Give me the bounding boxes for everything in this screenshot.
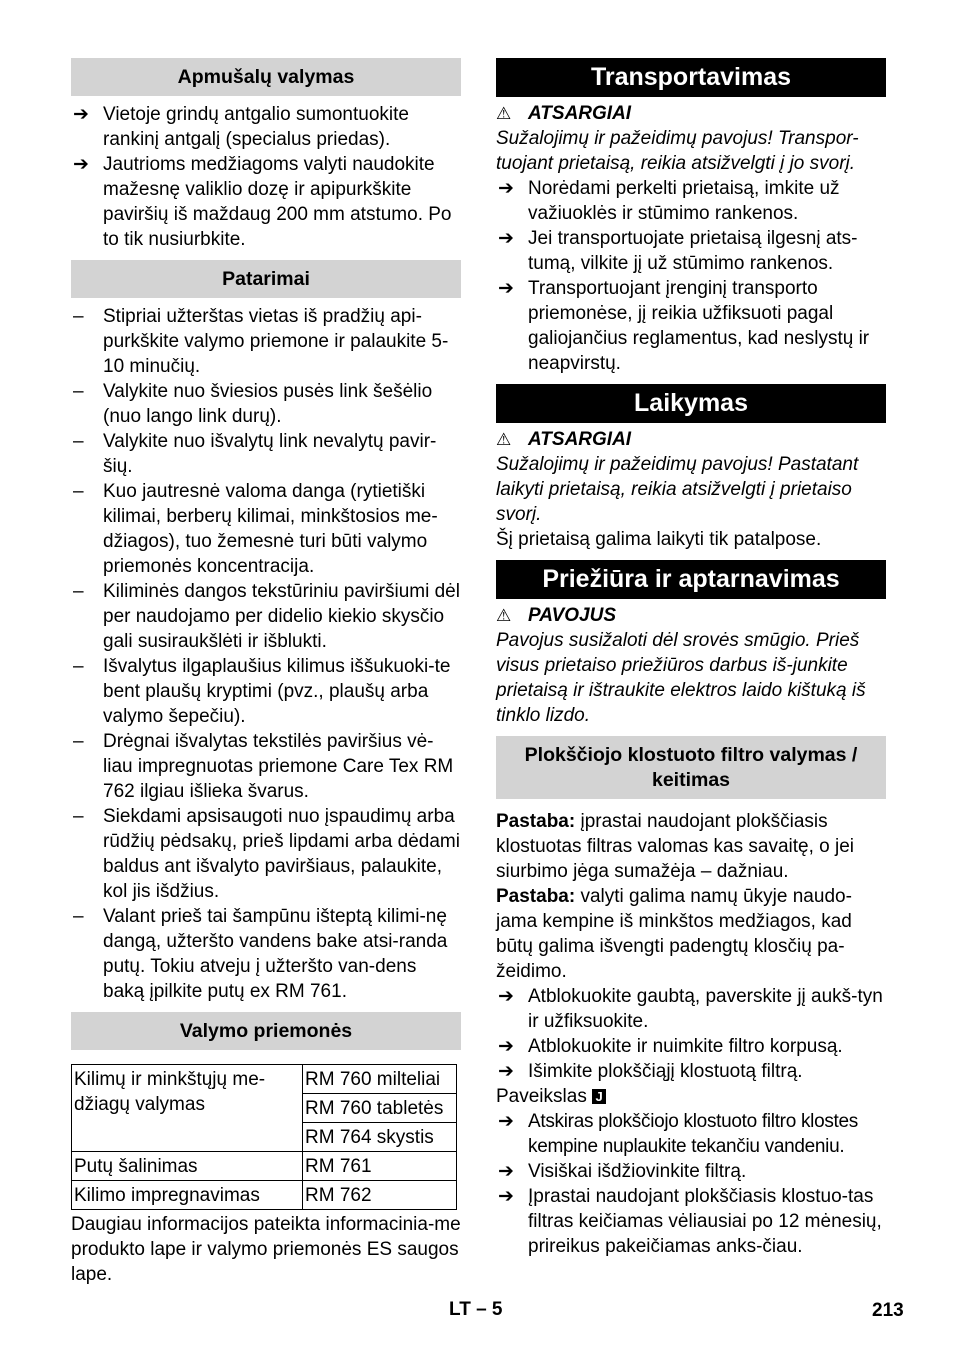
- filter-steps: [496, 984, 886, 1084]
- arrow-icon: ➔: [73, 154, 89, 175]
- list-item: – Drėgnai išvalytas tekstilės paviršius vė-liau impregnuotas priemone Care Tex RM 762 ilgiau išlieka švarus.: [73, 731, 454, 802]
- upholstery-steps: [71, 102, 461, 252]
- dash-bullet: –: [73, 581, 84, 602]
- arrow-icon: ➔: [498, 278, 514, 299]
- warning-text: Sužalojimų ir pažeidimų pavojus! Transpor-tuojant prietaisą, reikia atsižvelgti į jo svorį.: [496, 128, 859, 174]
- table-cell: RM 760 milteliai: [303, 1065, 457, 1094]
- figure-reference: Paveikslas J: [496, 1084, 886, 1109]
- list-item: ➔ Vietoje grindų antgalio sumontuokite rankinį antgalį (specialus priedas).: [73, 104, 409, 150]
- dash-bullet: –: [73, 381, 84, 402]
- arrow-icon: ➔: [498, 228, 514, 249]
- list-item: ➔ Atblokuokite ir nuimkite filtro korpusą.: [498, 1036, 843, 1057]
- arrow-icon: ➔: [498, 1111, 514, 1132]
- table-cell: Kilimo impregnavimas: [72, 1181, 303, 1210]
- arrow-icon: ➔: [498, 1186, 514, 1207]
- dash-bullet: –: [73, 906, 84, 927]
- dash-bullet: –: [73, 306, 84, 327]
- arrow-icon: ➔: [73, 104, 89, 125]
- arrow-icon: ➔: [498, 986, 514, 1007]
- table-cell: RM 760 tabletės: [303, 1094, 457, 1123]
- list-item: ➔ Visiškai išdžiovinkite filtrą.: [498, 1161, 747, 1182]
- more-info-text: Daugiau informacijos pateikta informacinia-me produkto lape ir valymo priemonės ES saugos lape.: [71, 1214, 461, 1285]
- list-item: ➔ Norėdami perkelti prietaisą, imkite už važiuoklės ir stūmimo rankenos.: [498, 178, 840, 224]
- section-heading-detergents: Valymo priemonės: [71, 1012, 461, 1050]
- section-heading-filter: Plokščiojo klostuoto filtro valymas / keitimas: [496, 736, 886, 799]
- warning-label: ⚠ ATSARGIAI: [496, 429, 632, 450]
- list-item: – Kuo jautresnė valoma danga (rytietiški kilimai, berberų kilimai, minkštosios me-džiagos), tuo žemesnė turi būti valymo priemonės koncentracija.: [73, 481, 438, 577]
- list-item: – Valant prieš tai šampūnu išteptą kilimi-nę dangą, užteršto vandens bake atsi-randa putų. Tokiu atveju į užteršto van-dens baką įpilkite putų ex RM 761.: [73, 906, 448, 1002]
- danger-text: Pavojus susižaloti dėl srovės smūgio. Prieš visus prietaiso priežiūros darbus iš-junkite prietaisą ir ištraukite elektros laido kištuką iš tinklo lizdo.: [496, 630, 866, 726]
- section-heading-care: Priežiūra ir aptarnavimas: [496, 560, 886, 599]
- list-item: ➔ Atblokuokite gaubtą, paverskite jį aukš-tyn ir užfiksuokite.: [498, 986, 883, 1032]
- danger-label: ⚠ PAVOJUS: [496, 605, 616, 626]
- tips-list: [71, 304, 461, 1004]
- section-heading-transport: Transportavimas: [496, 58, 886, 97]
- list-item: – Stipriai užterštas vietas iš pradžių api-purkškite valymo priemone ir palaukite 5-10 minučių.: [73, 306, 449, 377]
- warning-icon: ⚠: [496, 104, 512, 123]
- table-cell: RM 762: [303, 1181, 457, 1210]
- dash-bullet: –: [73, 806, 84, 827]
- section-heading-storage: Laikymas: [496, 384, 886, 423]
- note-paragraph: Pastaba: įprastai naudojant plokščiasis klostuotas filtras valomas kas savaitę, o jei siurbimo jėga sumažėja – dažniau.: [496, 811, 854, 882]
- warning-text: Sužalojimų ir pažeidimų pavojus! Pastatant laikyti prietaisą, reikia atsižvelgti į prietaiso svorį.: [496, 454, 859, 525]
- list-item: ➔ Išimkite plokščiąjį klostuotą filtrą.: [498, 1061, 803, 1082]
- warning-label: ⚠ ATSARGIAI: [496, 103, 632, 124]
- right-column: [496, 58, 886, 1267]
- dash-bullet: –: [73, 431, 84, 452]
- list-item: – Kiliminės dangos tekstūriniu paviršiumi dėl per naudojamo per didelio kiekio skysčio gali susiraukšlėti ir išblukti.: [73, 581, 460, 652]
- list-item: ➔ Jei transportuojate prietaisą ilgesnį ats-tumą, vilkite jį už stūmimo rankenos.: [498, 228, 858, 274]
- list-item: ➔ Įprastai naudojant plokščiasis klostuo-tas filtras keičiamas vėliausiai po 12 mėnesių, prireikus pakeičiamas anks-čiau.: [498, 1186, 882, 1257]
- list-item: – Valykite nuo išvalytų link nevalytų pavir-šių.: [73, 431, 437, 477]
- footer-page-number: 213: [872, 1300, 904, 1321]
- table-row: [72, 1065, 457, 1094]
- table-row: [72, 1152, 457, 1181]
- table-cell: Putų šalinimas: [72, 1152, 303, 1181]
- list-item: – Valykite nuo šviesios pusės link šešėlio (nuo lango link durų).: [73, 381, 433, 427]
- arrow-icon: ➔: [498, 1061, 514, 1082]
- footer-language-page: LT – 5: [449, 1299, 503, 1320]
- arrow-icon: ➔: [498, 178, 514, 199]
- table-cell: RM 764 skystis: [303, 1123, 457, 1152]
- table-row: [72, 1181, 457, 1210]
- table-cell: RM 761: [303, 1152, 457, 1181]
- list-item: ➔ Atskiras plokščiojo klostuoto filtro klostes kempine nuplaukite tekančiu vandeniu.: [498, 1111, 858, 1157]
- warning-icon: ⚠: [496, 430, 512, 449]
- list-item: ➔ Jautrioms medžiagoms valyti naudokite mažesnę valiklio dozę ir apipurkškite paviršių iš maždaug 200 mm atstumo. Po to tik nusiurbkite.: [73, 154, 452, 250]
- list-item: – Siekdami apsisaugoti nuo įspaudimų arba rūdžių pėdsakų, prieš lipdami arba dėdami baldus ant išvalyto paviršiaus, palaukite, kol jis išdžius.: [73, 806, 460, 902]
- arrow-icon: ➔: [498, 1036, 514, 1057]
- list-item: ➔ Transportuojant įrenginį transporto priemonėse, jį reikia užfiksuoti pagal galiojančius reglamentus, kad neslystų ir neapvirstų.: [498, 278, 870, 374]
- section-heading-upholstery: Apmušalų valymas: [71, 58, 461, 96]
- left-column: [71, 58, 461, 1287]
- filter-steps-2: [496, 1109, 886, 1259]
- note-paragraph: Pastaba: valyti galima namų ūkyje naudo-jama kempine iš minkštos medžiagos, kad būtų galima išvengti padengtų klosčių pa-žeidimo.: [496, 886, 852, 982]
- figure-letter-box: J: [592, 1089, 606, 1104]
- list-item: – Išvalytus ilgaplaušius kilimus iššukuoki-te bent plaušų kryptimi (pvz., plaušų arba valymo šepečiu).: [73, 656, 451, 727]
- section-heading-tips: Patarimai: [71, 260, 461, 298]
- arrow-icon: ➔: [498, 1161, 514, 1182]
- table-cell: Kilimų ir minkštųjų me-džiagų valymas: [72, 1065, 303, 1152]
- warning-icon: ⚠: [496, 606, 512, 625]
- dash-bullet: –: [73, 481, 84, 502]
- dash-bullet: –: [73, 731, 84, 752]
- storage-text: Šį prietaisą galima laikyti tik patalpose.: [496, 529, 822, 550]
- dash-bullet: –: [73, 656, 84, 677]
- detergents-table: [71, 1064, 457, 1210]
- transport-steps: [496, 176, 886, 376]
